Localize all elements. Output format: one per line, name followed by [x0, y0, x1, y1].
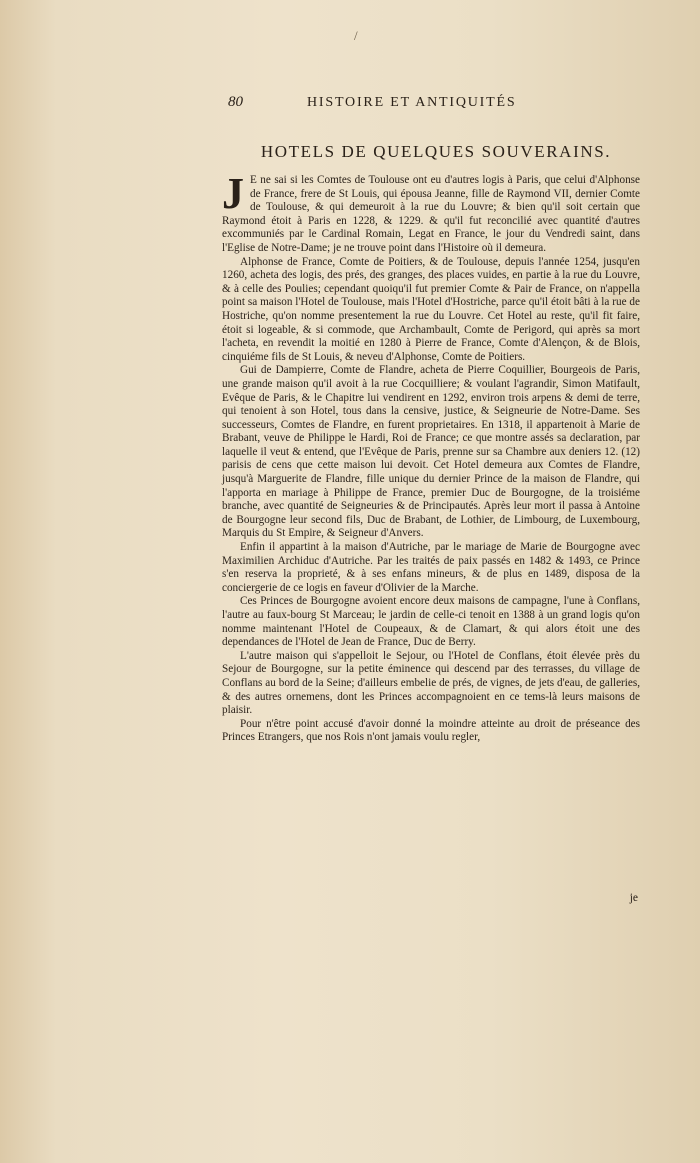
paragraph-1 [222, 169, 640, 256]
paragraph-2: Alphonse de France, Comte de Poitiers, & de Toulouse, depuis l'année 1254, jusqu'en 1260, acheta des logis, des prés, des granges, des places vuides, en partie à la rue du Louvre, & à celle des Poulies; cependant quoiqu'il fut premier Comte & Pair de France, on n'appella point sa maison l'Hotel de Toulouse, mais l'Hotel d'Hostriche, parce qu'il étoit bâti à la rue de Hostriche, qu'on nomme presentement la rue du Louvre. Cet Hotel au reste, qu'il fit faire, étoit si logeable, & si commode, que Archambault, Comte de Perigord, qui après sa mort l'acheta, en revendit la moitié en 1280 à Pierre de France, Comte d'Alençon, & de Blois, cinquiéme fils de St Louis, & neveu d'Alphonse, Comte de Poitiers. [222, 255, 640, 363]
body-text [222, 169, 640, 745]
page-mark: / [354, 28, 358, 43]
paragraph-6: L'autre maison qui s'appelloit le Sejour, ou l'Hotel de Conflans, étoit élevée près du Sejour de Bourgogne, sur la petite éminence qui descend par des terrasses, du village de Conflans au bord de la Seine; d'ailleurs embelie de prés, de vignes, de jets d'eau, de galleries, & des autres ornemens, dont les Princes accompagnoient en ce tems-là leurs maisons de plaisir. [222, 649, 640, 717]
catchword: je [629, 892, 638, 904]
paragraph-1-text: E ne sai si les Comtes de Toulouse ont eu d'autres logis à Paris, que celui d'Alphonse de France, frere de St Louis, qui épousa Jeanne, fille de Raymond VII, dernier Comte de Toulouse, & qui demeuroit à la rue du Louvre; & bien qu'il soit certain que Raymond étoit à Paris en 1228, & 1229. & qu'il fut reconcilié avec quantité d'autres excommuniés par le Cardinal Romain, Legat en France, le jour du Vendredi saint, dans l'Eglise de Notre-Dame; je ne trouve point dans l'Histoire où il demeura. [222, 174, 640, 254]
paragraph-7: Pour n'être point accusé d'avoir donné la moindre atteinte au droit de préseance des Princes Etrangers, que nos Rois n'ont jamais voulu regler, [222, 717, 640, 744]
page-number: 80 [228, 94, 243, 110]
paragraph-4: Enfin il appartint à la maison d'Autriche, par le mariage de Marie de Bourgogne avec Maximilien Archiduc d'Autriche. Par les traités de paix passés en 1482 & 1493, ce Prince s'en reserva la proprieté, & à ses enfans mineurs, & de plus en 1489, disposa de la conciergerie de ce logis en faveur d'Olivier de la Marche. [222, 541, 640, 594]
paragraph-3: Gui de Dampierre, Comte de Flandre, acheta de Pierre Coquillier, Bourgeois de Paris, une grande maison qu'il avoit à la rue Cocquilliere; & voulant l'agrandir, Simon Matifault, Evêque de Paris, & le Chapitre lui vendirent en 1292, environ trois arpens & demi de terre, qui tenoient à son Hotel, tous dans la censive, justice, & Seigneurie de Notre-Dame. Ses successeurs, Comtes de Flandre, en furent proprietaires. En 1318, il appartenoit à Marie de Brabant, veuve de Philippe le Hardi, Roi de France; ce que montre assés sa declaration, par laquelle il veut & entend, que l'Evêque de Paris, prenne sur sa Chambre aux deniers 12. (12) parisis de cens que cette maison lui devoit. Cet Hotel demeura aux Comtes de Flandre, jusqu'à Marguerite de Flandre, fille unique du dernier Prince de la maison de Flandre, qui l'apporta en mariage à Philippe de France, premier Duc de Bourgogne, de la troisiéme branche, avec quantité de Seigneuries & de Principautés. Après leur mort il passa à Antoine de Bourgogne leur second fils, Duc de Brabant, de Lothier, de Limbourg, de Luxembourg, Marquis du St Empire, & Seigneur d'Anvers. [222, 364, 640, 540]
running-head-title: HISTOIRE ET ANTIQUITÉS [307, 95, 517, 110]
drop-cap: J [222, 169, 244, 218]
paragraph-5: Ces Princes de Bourgogne avoient encore deux maisons de campagne, l'une à Conflans, l'autre au faux-bourg St Marceau; le jardin de celle-ci tenoit en 1388 à un grand logis qu'on nomme maintenant l'Hotel de Coupeaux, & de Clamart, & qui alors étoit une des dependances de l'Hotel de Jean de France, Duc de Berry. [222, 595, 640, 649]
running-head [228, 94, 648, 111]
section-title: HOTELS DE QUELQUES SOUVERAINS. [260, 142, 612, 161]
